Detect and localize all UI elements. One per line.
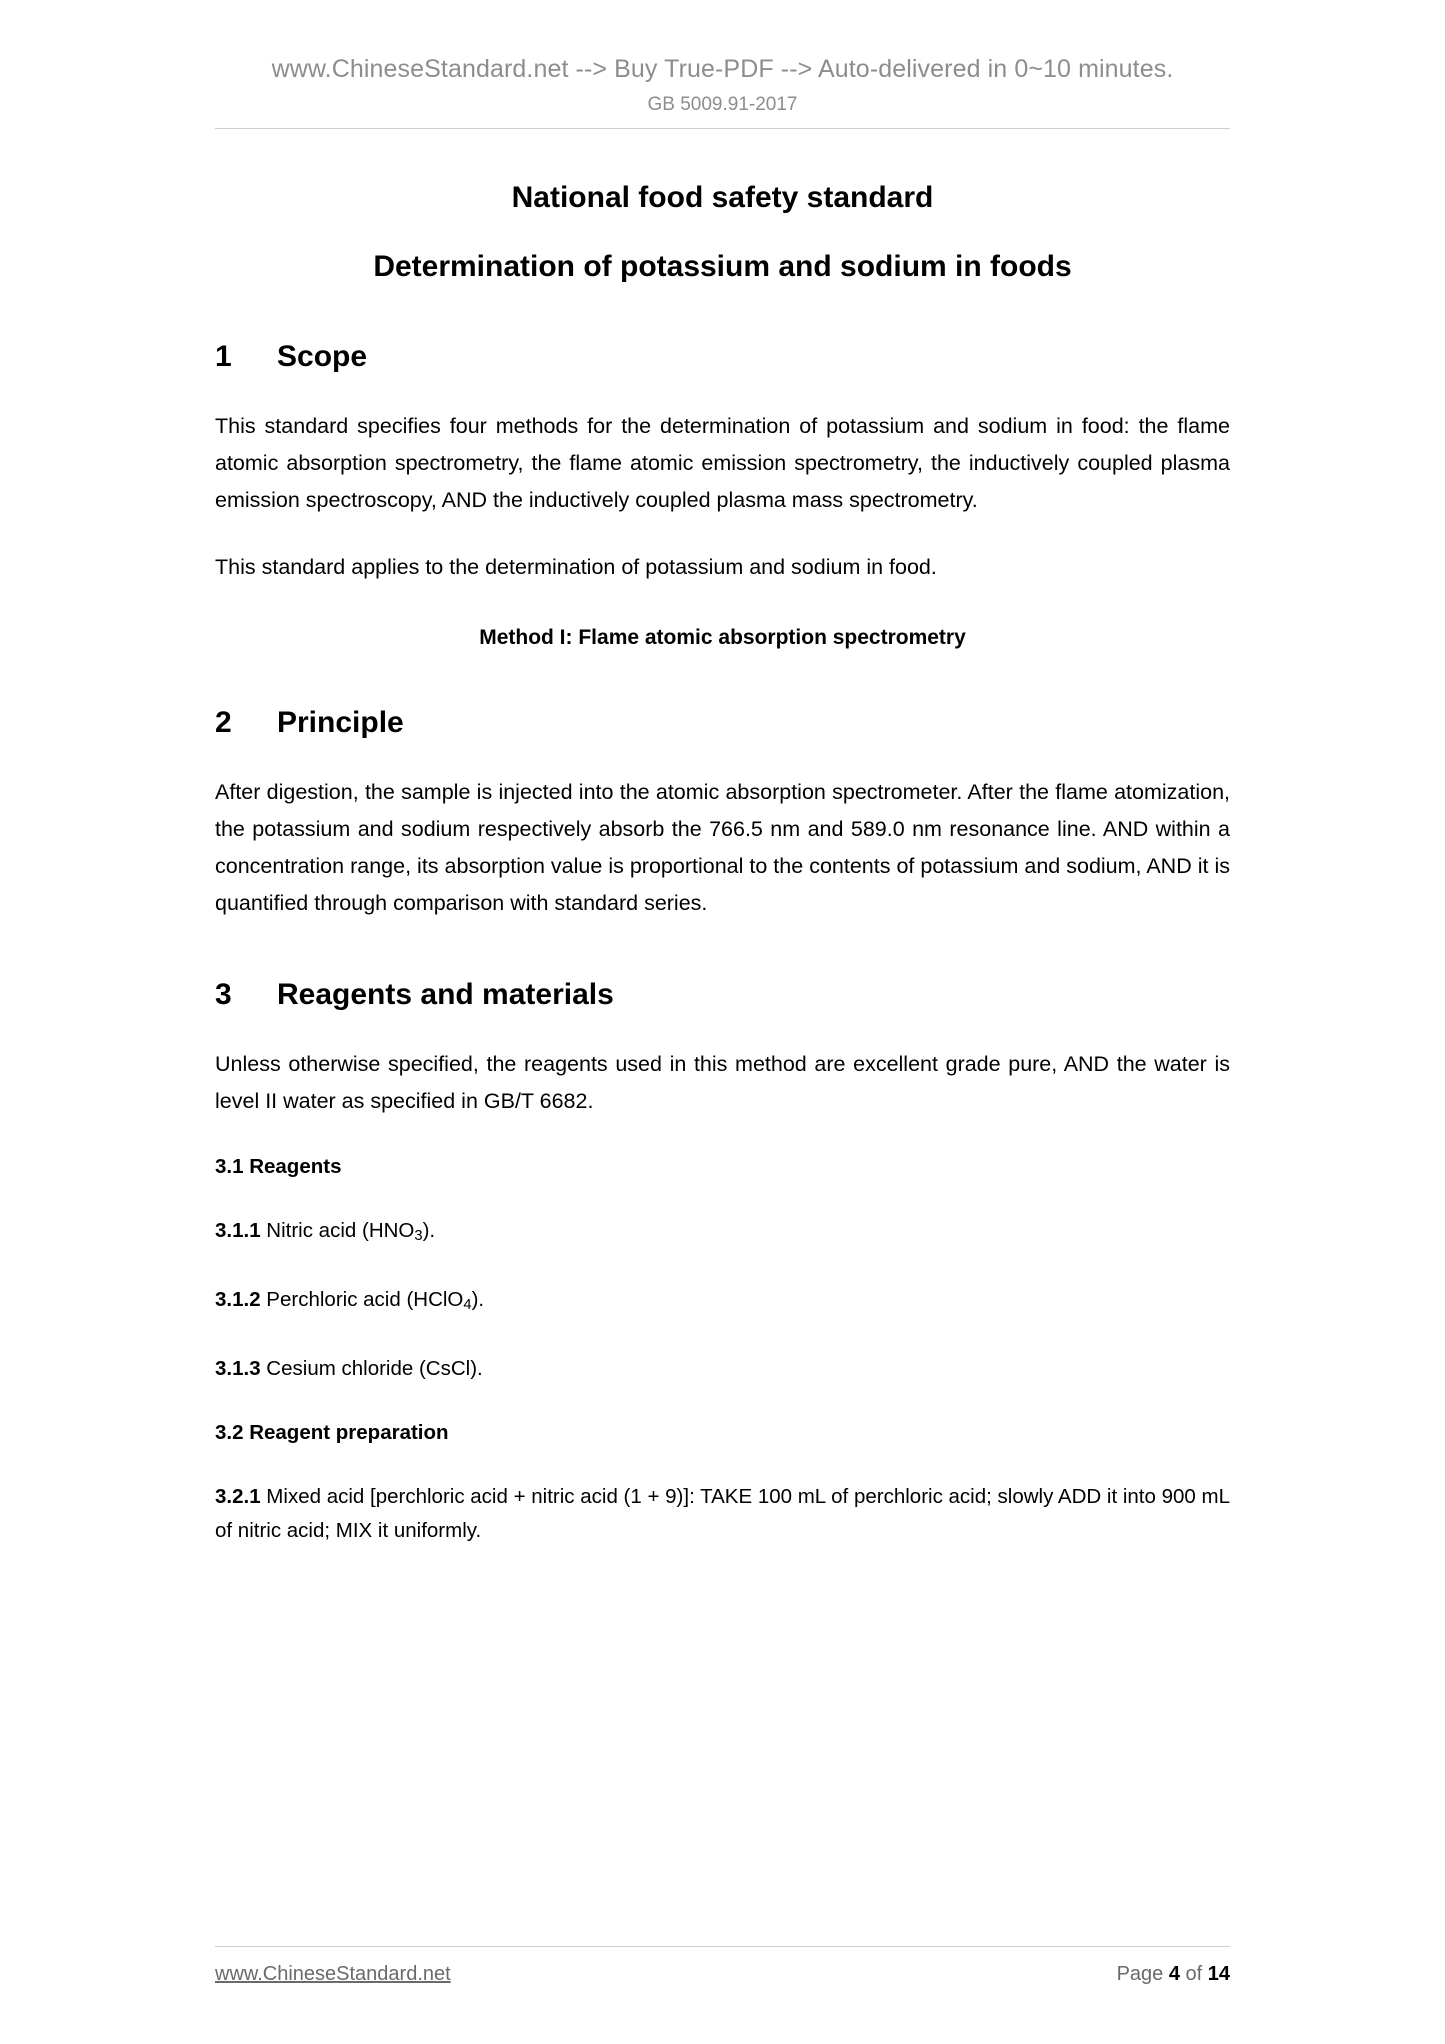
footer-divider [215,1946,1230,1947]
method-heading: Method I: Flame atomic absorption spectrometry [479,626,966,649]
section-title-3: Reagents and materials [277,978,614,1011]
reagent-item-3-1-2: 3.1.2 Perchloric acid (HClO$_4$). [215,1288,485,1314]
principle-paragraph-1: After digestion, the sample is injected into the atomic absorption spectrometer. After the flame atomization, the potassium and sodium respectively absorb the 766.5 nm and 589.0 nm resonance line. AND within a concentration range, its absorption value is proportional to the contents of potassium and sodium, AND it is quantified through comparison with standard series. [215,780,1230,915]
document-title: National food safety standard [511,181,934,214]
header-divider [215,128,1230,129]
standard-code: GB 5009.91-2017 [647,94,798,115]
reagent-item-3-1-3: 3.1.3 Cesium chloride (CsCl). [215,1357,483,1381]
section-title-2: Principle [277,706,404,739]
scope-paragraph-2: This standard applies to the determination of potassium and sodium in food. [215,555,937,579]
section-heading-scope [215,340,1230,374]
document-subtitle: Determination of potassium and sodium in foods [373,250,1072,283]
page-header [215,0,1230,129]
subsection-label-3-2: 3.2 Reagent preparation [215,1421,449,1445]
section-title-1: Scope [277,340,368,373]
section-number-2: 2 [215,706,232,739]
section-number-3: 3 [215,978,232,1011]
scope-paragraph-1: This standard specifies four methods for the determination of potassium and sodium in food: the flame atomic absorption spectrometry, the flame atomic emission spectrometry, the inductively coupled plasma emission spectroscopy, AND the inductively coupled plasma mass spectrometry. [215,414,1230,512]
reagents-paragraph-1: Unless otherwise specified, the reagents used in this method are excellent grade pure, AND the water is level II water as specified in GB/T 6682. [215,1052,1230,1113]
footer-site-link[interactable]: www.ChineseStandard.net [215,1963,451,1985]
section-number-1: 1 [215,340,232,373]
reagent-item-3-2-1: 3.2.1 Mixed acid [perchloric acid + nitric acid (1 + 9)]: TAKE 100 mL of perchloric acid; slowly ADD it into 900 mL of nitric acid; MIX it uniformly. [215,1485,1230,1543]
page-number: Page 4 of 14 [1116,1963,1230,1985]
section-heading-principle [215,706,1230,740]
promo-text: www.ChineseStandard.net --> Buy True-PDF --> Auto-delivered in 0~10 minutes. [271,55,1174,83]
subsection-label-3-1: 3.1 Reagents [215,1155,342,1178]
page-footer [215,1946,1230,1986]
reagent-item-3-1-1: 3.1.1 Nitric acid $(HNO_3)$. [215,1219,436,1245]
section-heading-reagents [215,978,1230,1012]
